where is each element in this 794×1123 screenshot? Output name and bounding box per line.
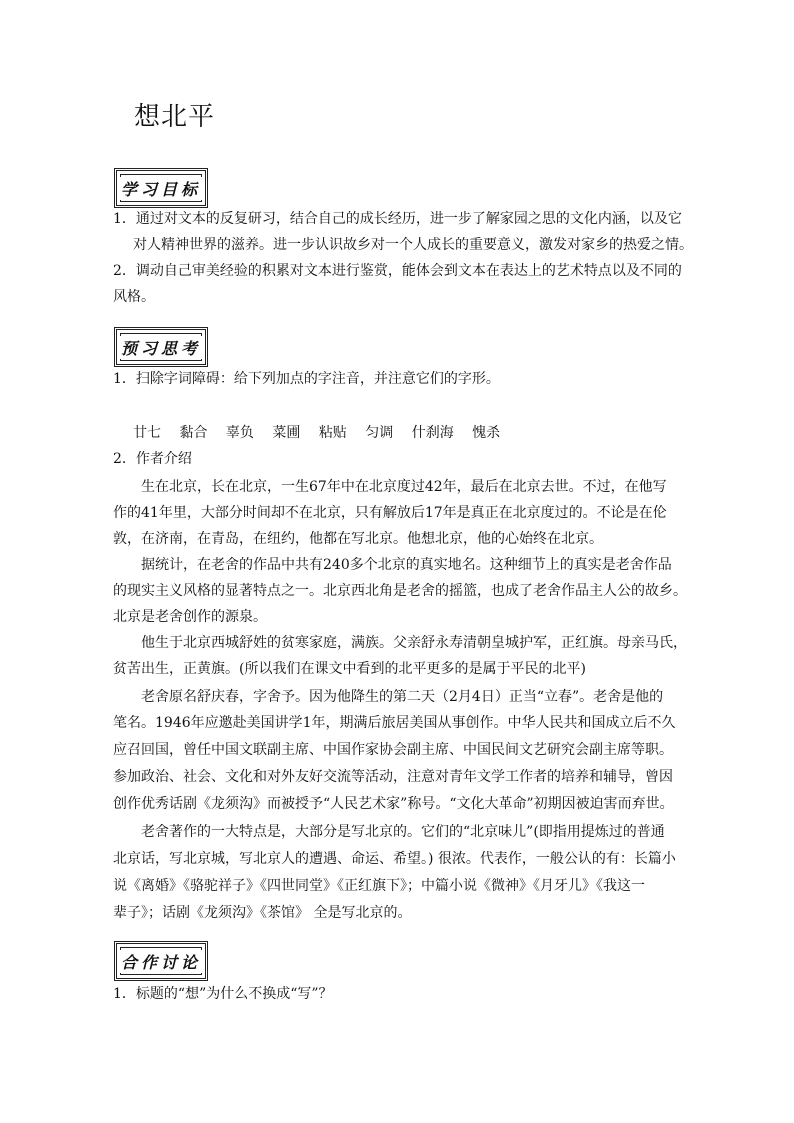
author-para-line: 老舍著作的一大特点是，大部分是写北京的。它们的“北京味儿”(即指用提炼过的普通 [141,824,665,840]
goal-line-3: 2．调动自己审美经验的积累对文本进行鉴赏，能体会到文本在表达上的艺术特点以及不同的 [113,263,682,279]
author-para-line: 他生于北京西城舒姓的贫寒家庭，满族。父亲舒永寿清朝皇城护军，正红旗。母亲马氏， [141,635,687,651]
vocab-word: 什刹海 [411,425,454,441]
section-label-discussion: 合作讨论 [114,941,208,981]
author-para-line: 敦，在济南，在青岛，在纽约，他都在写北京。他想北京，他的心始终在北京。 [113,531,603,547]
author-para-line: 说《离婚》《骆驼祥子》《四世同堂》《正红旗下》；中篇小说《微神》《月牙儿》《我这一 [113,878,645,894]
author-para-line: 作的41年里，大部分时间却不在北京，只有解放后17年是真正在北京度过的。不论是在伦 [113,505,667,521]
vocab-word-list [133,420,715,446]
goal-line-4: 风格。 [113,289,155,305]
vocab-word: 黏合 [179,425,208,441]
vocab-word: 愧杀 [472,425,501,441]
author-para-line: 辈子》；话剧《龙须沟》《茶馆》 全是写北京的。 [113,905,412,921]
page-title: 想北平 [134,102,216,132]
goal-line-1: 1．通过对文本的反复研习，结合自己的成长经历，进一步了解家园之思的文化内涵，以及它 [113,211,682,227]
author-para-line: 北京话，写北京城，写北京人的遭遇、命运、希望。) 很浓。代表作，一般公认的有：长篇小 [113,851,676,867]
author-para-line: 笔名。1946年应邀赴美国讲学1年，期满后旅居美国从事创作。中华人民共和国成立后不久 [113,715,676,731]
discussion-question-1: 1．标题的“想”为什么不换成“写”？ [113,986,333,1002]
vocab-word: 菜圃 [272,425,301,441]
vocab-word: 粘贴 [318,425,347,441]
author-para-line: 北京是老舍创作的源泉。 [113,609,267,625]
author-para-line: 据统计，在老舍的作品中共有240多个北京的真实地名。这种细节上的真实是老舍作品 [141,557,672,573]
author-para-line: 生在北京，长在北京，一生67年中在北京度过42年，最后在北京去世。不过，在他写 [141,479,667,495]
author-para-line: 老舍原名舒庆春，字舍予。因为他降生的第二天（2月4日）正当“立春”。老舍是他的 [141,689,664,705]
vocab-word: 辜负 [225,425,254,441]
author-para-line: 贫苦出生，正黄旗。(所以我们在课文中看到的北平更多的是属于平民的北平) [113,661,586,677]
section-label-goals: 学习目标 [114,168,208,208]
preview-question-1: 1．扫除字词障碍：给下列加点的字注音，并注意它们的字形。 [113,371,500,387]
author-para-line: 创作优秀话剧《龙须沟》而被授予“人民艺术家”称号。“文化大革命”初期因被迫害而弃世。 [113,796,674,812]
preview-question-2: 2．作者介绍 [113,451,192,467]
section-label-preview: 预习思考 [114,327,208,367]
goal-line-2: 对人精神世界的滋养。进一步认识故乡对一个人成长的重要意义，激发对家乡的热爱之情。 [133,237,693,253]
author-para-line: 的现实主义风格的显著特点之一。北京西北角是老舍的摇篮，也成了老舍作品主人公的故乡。 [113,583,687,599]
author-para-line: 应召回国，曾任中国文联副主席、中国作家协会副主席、中国民间文艺研究会副主席等职。 [113,742,673,758]
author-para-line: 参加政治、社会、文化和对外友好交流等活动，注意对青年文学工作者的培养和辅导，曾因 [113,769,673,785]
vocab-word: 廿七 [133,425,161,441]
vocab-word: 匀调 [365,425,394,441]
